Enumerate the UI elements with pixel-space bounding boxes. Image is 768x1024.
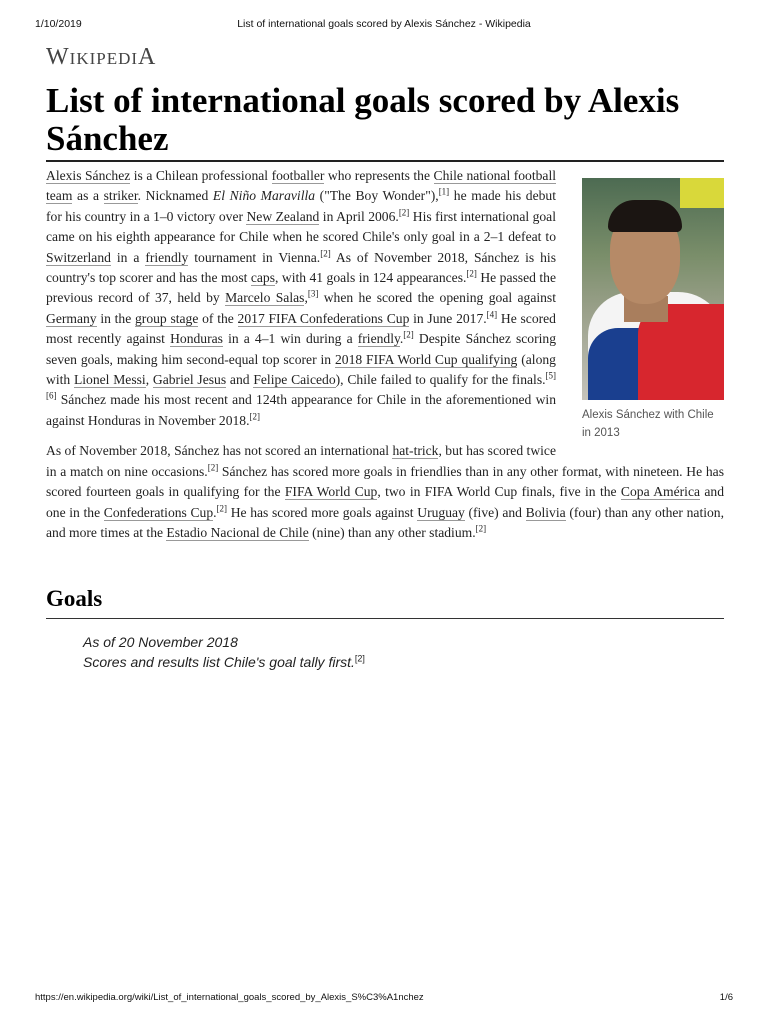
wiki-link[interactable]: striker — [103, 188, 138, 204]
wiki-link[interactable]: footballer — [271, 168, 325, 183]
infobox — [582, 178, 724, 442]
citation-ref[interactable]: [2] — [216, 502, 228, 513]
citation-ref[interactable]: [2] — [320, 248, 331, 259]
text-run: , — [304, 290, 308, 306]
text-run: (nine) than any other stadium. — [308, 524, 476, 540]
print-url: https://en.wikipedia.org/wiki/List_of_international_goals_scored_by_Alexis_S%C3%A1nchez — [35, 992, 424, 1003]
as-of-note: As of 20 November 2018 — [83, 634, 238, 650]
text-run: . — [399, 331, 404, 347]
wiki-link[interactable]: 2017 FIFA Confederations Cup — [237, 310, 410, 326]
print-header — [35, 18, 733, 32]
wiki-link[interactable]: Confederations Cup — [103, 504, 214, 520]
wiki-link[interactable]: Switzerland — [46, 249, 111, 265]
text-run: Sánchez made his most recent and 124th appearance for Chile in the aforementioned win against Honduras in November 2018. — [46, 392, 556, 428]
citation-ref[interactable]: [2] — [403, 329, 414, 340]
scores-note-text: Scores and results list Chile's goal tally first. — [83, 654, 355, 670]
citation-ref[interactable]: [2] — [398, 207, 410, 218]
wiki-link[interactable]: Marcelo Salas — [225, 290, 305, 306]
wikipedia-logo[interactable] — [46, 44, 156, 71]
text-run: His first international goal came on his eighth appearance for Chile when he scored Chile's only goal in a 2–1 defeat to — [46, 208, 556, 245]
print-page-number: 1/6 — [719, 992, 733, 1003]
citation-ref[interactable]: [2] — [466, 268, 477, 279]
text-run: . Nicknamed — [137, 188, 213, 204]
wiki-link[interactable]: Honduras — [170, 331, 223, 347]
section-divider — [46, 618, 724, 619]
wiki-link[interactable]: Bolivia — [525, 504, 566, 520]
page-title: List of international goals scored by Alexis Sánchez — [46, 81, 680, 158]
text-run: . — [213, 504, 217, 520]
text-run: (along with — [46, 351, 556, 388]
logo-letters-mid: IKIPEDI — [69, 49, 139, 68]
wiki-link[interactable]: friendly — [357, 331, 400, 347]
text-run: He scored most recently against — [46, 310, 556, 347]
wiki-link[interactable]: FIFA World Cup — [284, 484, 378, 500]
text-run: , — [145, 372, 153, 388]
title-divider — [46, 160, 724, 162]
wiki-link[interactable]: 2018 FIFA World Cup qualifying — [334, 351, 518, 367]
text-run: ("The Boy Wonder"), — [315, 188, 439, 204]
text-run: is a Chilean professional — [130, 168, 272, 183]
text-run: tournament in Vienna. — [188, 249, 321, 265]
wiki-link[interactable]: friendly — [145, 249, 189, 265]
text-run: when he scored the opening goal against — [318, 290, 557, 306]
text-run: as a — [72, 188, 104, 204]
wiki-link[interactable]: Estadio Nacional de Chile — [166, 524, 309, 540]
wiki-link[interactable]: hat-trick — [392, 443, 439, 459]
citation-ref[interactable]: [2] — [475, 523, 487, 534]
text-run: of the — [198, 310, 238, 326]
text-run: Sánchez has scored more goals in friendlies than in any other format, with nineteen. He has scored fourteen goals in qualifying for the — [46, 463, 724, 500]
player-photo[interactable] — [582, 178, 724, 400]
text-run: and — [226, 372, 254, 388]
wiki-link[interactable]: group stage — [135, 310, 199, 326]
print-footer — [35, 992, 733, 1006]
print-document-title: List of international goals scored by Alexis Sánchez - Wikipedia — [237, 18, 531, 30]
text-run: in April 2006. — [319, 208, 399, 224]
text-run: As of November 2018, Sánchez is his country's top scorer and has the most — [46, 249, 556, 286]
logo-letter-last: A — [138, 44, 157, 70]
text-run: Despite Sánchez scoring seven goals, making him second-equal top scorer in — [46, 331, 556, 367]
citation-ref[interactable]: [2] — [249, 411, 260, 422]
wiki-link[interactable]: Uruguay — [417, 504, 465, 520]
goals-notes — [83, 632, 365, 672]
text-run: in a — [110, 249, 146, 265]
photo-background-figure — [680, 178, 724, 208]
citation-ref[interactable]: [3] — [307, 288, 319, 299]
text-run: and one in the — [46, 484, 724, 520]
text-run: in the — [96, 310, 135, 326]
logo-letter-first: W — [46, 44, 70, 70]
wiki-link[interactable]: caps — [250, 270, 276, 286]
photo-caption: Alexis Sánchez with Chile in 2013 — [582, 409, 714, 439]
wiki-link[interactable]: Felipe Caicedo — [253, 372, 336, 388]
wiki-link[interactable]: Chile national football team — [46, 168, 556, 204]
text-run: As of November 2018, Sánchez has not scored an international — [46, 443, 393, 459]
italic-text: El Niño Maravilla — [212, 188, 316, 204]
text-run: ), Chile failed to qualify for the finals. — [335, 372, 546, 388]
print-date: 1/10/2019 — [35, 18, 82, 30]
photo-hair — [608, 200, 682, 232]
wiki-link[interactable]: New Zealand — [246, 208, 320, 224]
text-run: , two in FIFA World Cup finals, five in the — [377, 484, 621, 500]
wiki-link[interactable]: Germany — [46, 310, 97, 326]
citation-ref[interactable]: [2] — [207, 462, 219, 473]
scores-note-ref[interactable]: [2] — [354, 653, 365, 664]
citation-ref[interactable]: [1] — [438, 186, 450, 197]
text-run: He has scored more goals against — [227, 504, 418, 520]
citation-ref[interactable]: [4] — [486, 309, 498, 320]
wiki-link[interactable]: Gabriel Jesus — [152, 372, 227, 388]
wiki-link[interactable]: Copa América — [620, 484, 701, 500]
text-run: He passed the previous record of 37, held by — [46, 270, 556, 306]
text-run: in June 2017. — [409, 310, 487, 326]
intro-paragraph-2 — [46, 441, 724, 543]
text-run: , but has scored twice in a match on nine occasions. — [46, 443, 556, 479]
goals-heading: Goals — [46, 586, 103, 611]
article-body — [46, 166, 724, 553]
wiki-link[interactable]: Alexis Sánchez — [46, 168, 131, 183]
text-run: in a 4–1 win during a — [222, 331, 358, 347]
text-run: (five) and — [464, 504, 526, 520]
text-run: he made his debut for his country in a 1–0 victory over — [46, 188, 556, 224]
citation-ref[interactable]: [5][6] — [46, 370, 557, 401]
text-run: , with 41 goals in 124 appearances. — [275, 270, 467, 286]
text-run: who represents the — [324, 168, 434, 183]
wiki-link[interactable]: Lionel Messi — [73, 372, 146, 388]
scores-note — [83, 652, 365, 672]
text-run: (four) than any other nation, and more times at the — [46, 504, 724, 540]
